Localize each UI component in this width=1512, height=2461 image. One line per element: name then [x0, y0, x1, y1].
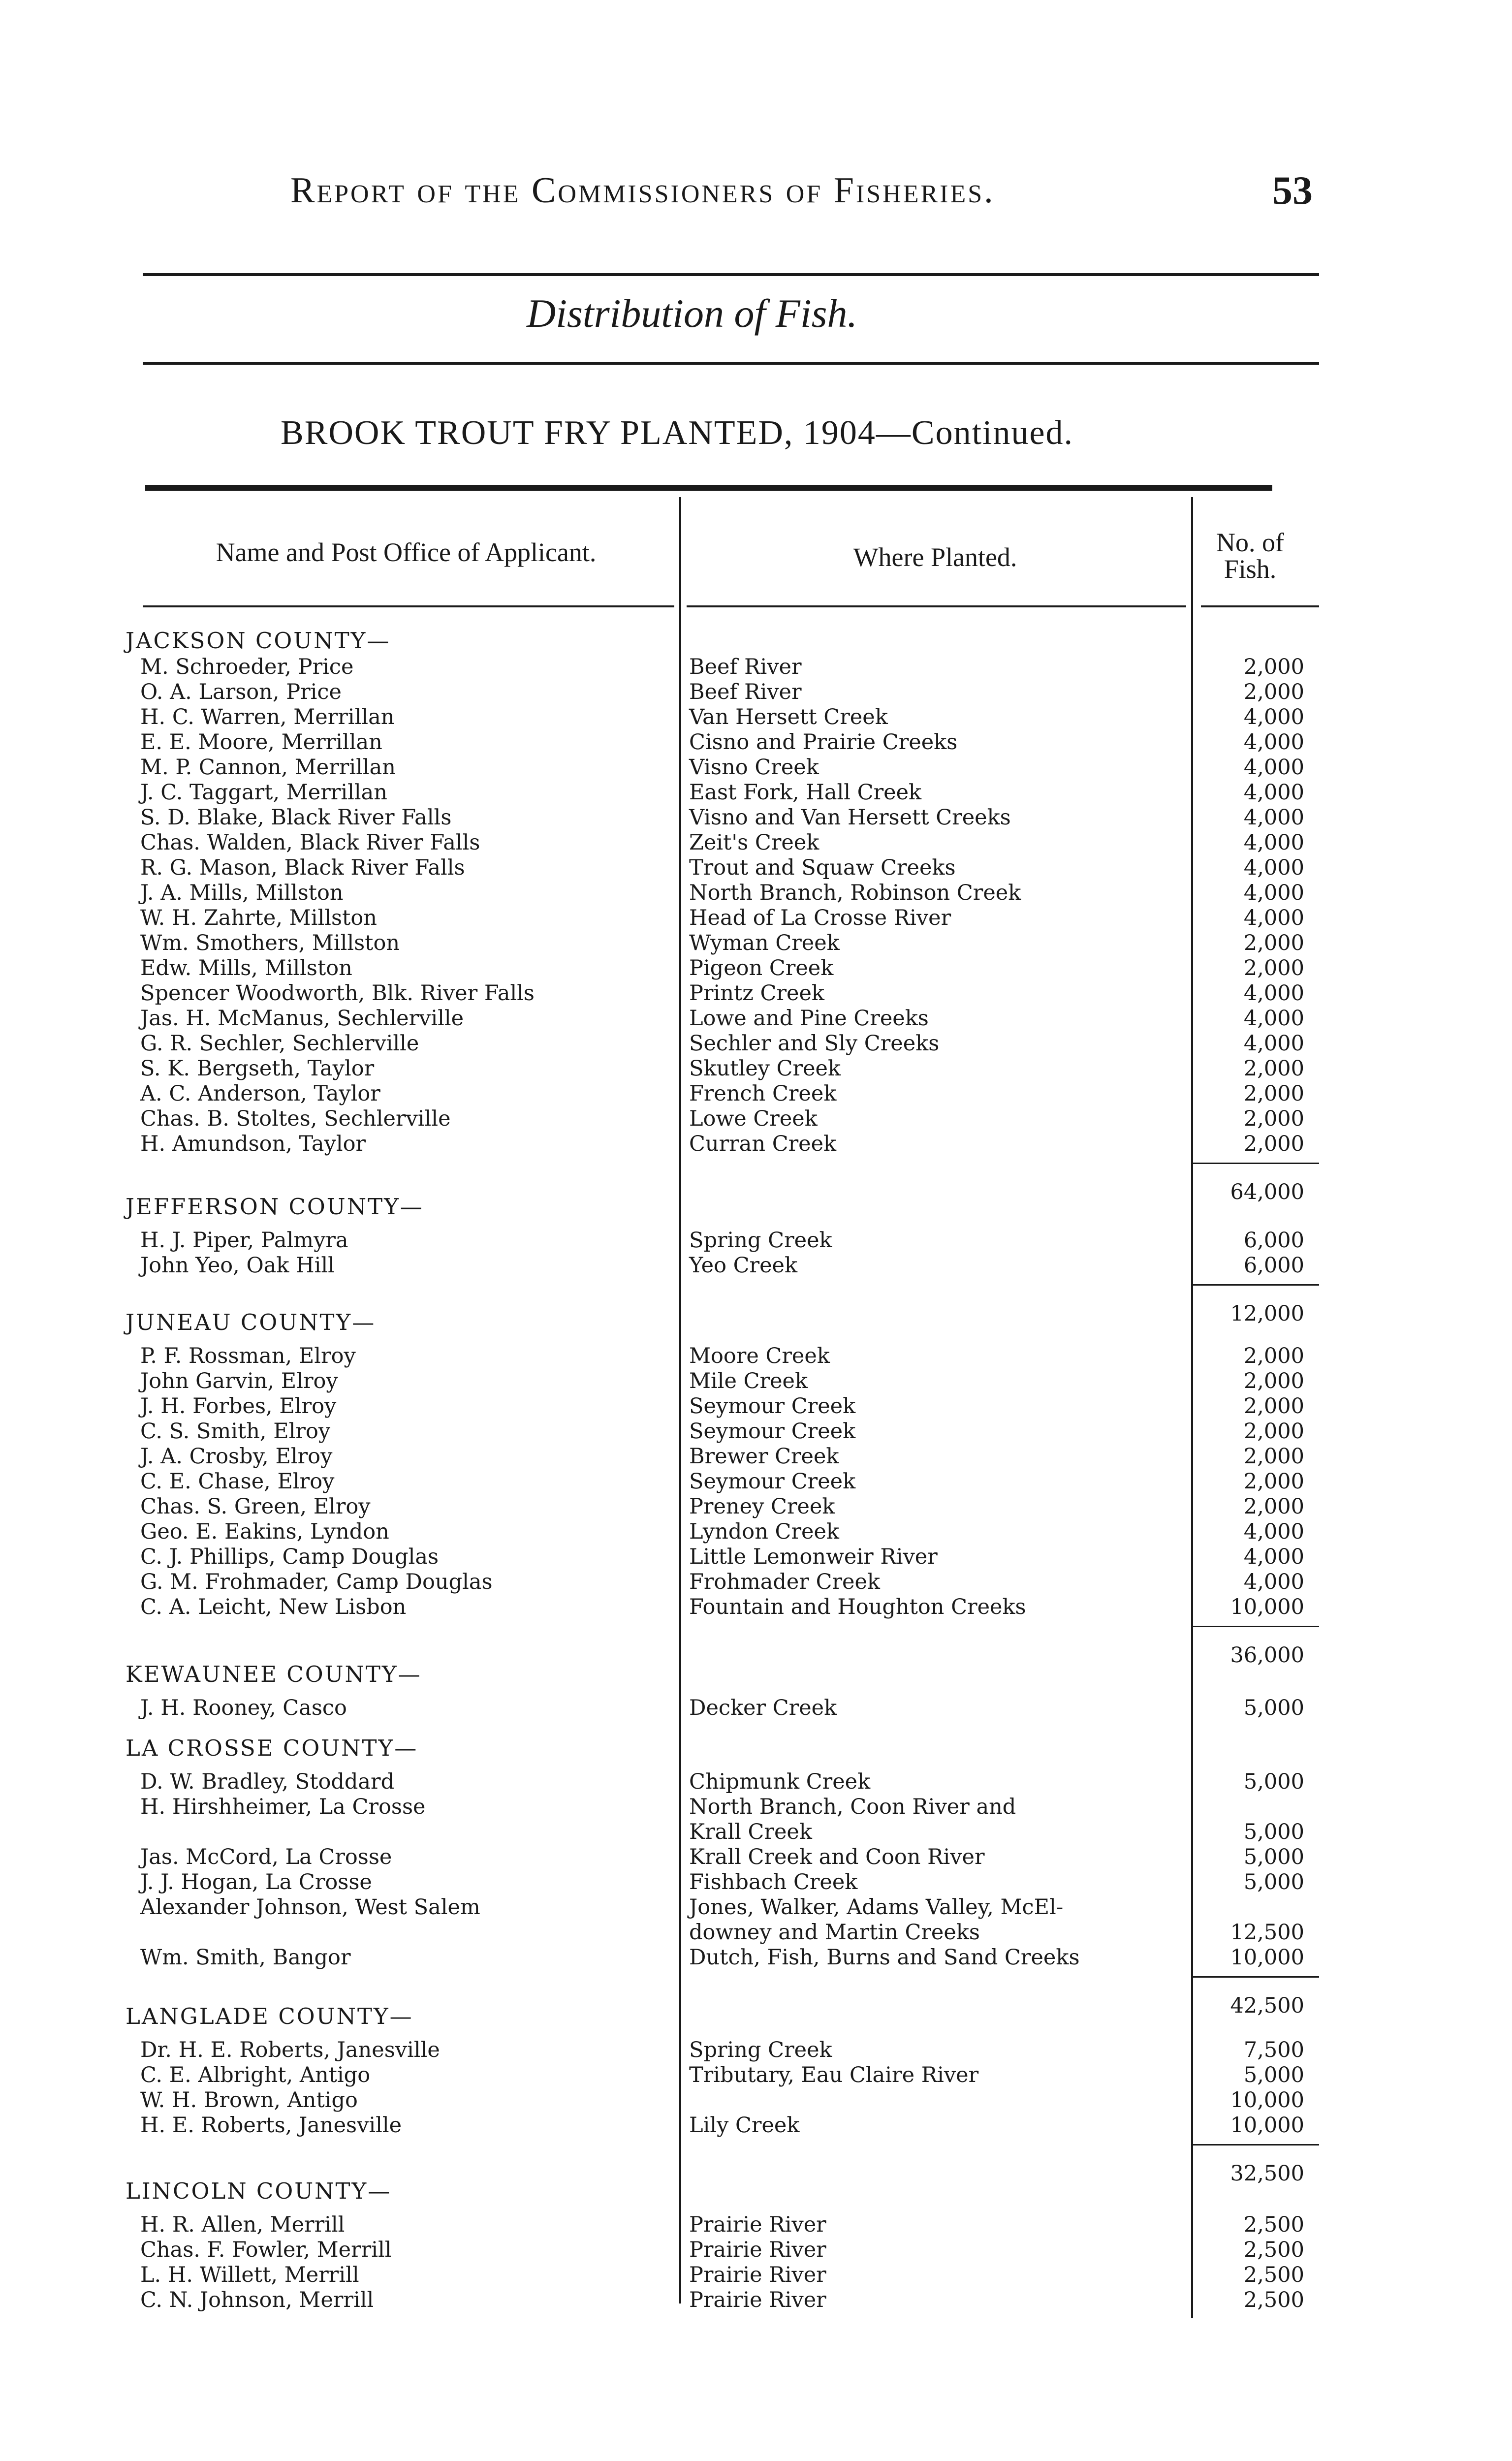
where-planted-cell: Moore Creek [689, 1344, 830, 1368]
table-row [0, 2263, 1512, 2288]
table-row [0, 1419, 1512, 1444]
where-planted-cell: Little Lemonweir River [689, 1545, 938, 1569]
fish-count-cell: 2,000 [1243, 1132, 1304, 1156]
table-row [0, 2063, 1512, 2088]
applicant-cell: Chas. F. Fowler, Merrill [140, 2238, 392, 2262]
where-planted-cell: Prairie River [689, 2212, 826, 2237]
table-row [0, 1895, 1512, 1920]
fish-count-cell: 4,000 [1243, 981, 1304, 1006]
fish-count-cell: 4,000 [1243, 705, 1304, 729]
where-planted-cell: Prairie River [689, 2263, 826, 2287]
fish-count-cell: 4,000 [1243, 906, 1304, 930]
table-top-rule [145, 485, 1272, 491]
where-planted-cell: Seymour Creek [689, 1419, 856, 1444]
table-row [0, 830, 1512, 855]
subtotal-rule [1191, 1284, 1319, 1286]
where-planted-cell: Frohmader Creek [689, 1570, 880, 1594]
applicant-cell: H. C. Warren, Merrillan [140, 705, 395, 729]
county-heading: LANGLADE COUNTY— [126, 2003, 413, 2029]
table-row [0, 1545, 1512, 1570]
applicant-cell: W. H. Zahrte, Millston [140, 906, 377, 930]
fish-count-cell: 4,000 [1243, 730, 1304, 755]
fish-count-cell: 2,500 [1243, 2212, 1304, 2237]
table-row [0, 1344, 1512, 1369]
applicant-cell: Chas. Walden, Black River Falls [140, 830, 480, 855]
applicant-cell: M. P. Cannon, Merrillan [140, 755, 396, 780]
applicant-cell: Jas. H. McManus, Sechlerville [140, 1006, 464, 1031]
fish-count-cell: 6,000 [1243, 1253, 1304, 1278]
applicant-cell: Geo. E. Eakins, Lyndon [140, 1519, 389, 1544]
county-heading: JACKSON COUNTY— [126, 628, 391, 654]
fish-count-cell: 10,000 [1230, 2113, 1304, 2138]
column-head-rule-1 [143, 605, 674, 607]
section-title: Distribution of Fish. [527, 291, 858, 336]
fish-count-cell: 5,000 [1243, 1696, 1304, 1720]
fish-count-cell: 4,000 [1243, 1519, 1304, 1544]
applicant-cell: Spencer Woodworth, Blk. River Falls [140, 981, 535, 1006]
applicant-cell: Wm. Smith, Bangor [140, 1945, 351, 1970]
applicant-cell: H. Amundson, Taylor [140, 1132, 366, 1156]
applicant-cell: S. K. Bergseth, Taylor [140, 1056, 375, 1081]
fish-count-cell: 2,000 [1243, 680, 1304, 704]
fish-count-cell: 12,500 [1230, 1920, 1304, 1945]
fish-count-cell: 2,500 [1243, 2288, 1304, 2312]
table-row [0, 1570, 1512, 1595]
fish-count-cell: 2,000 [1243, 1494, 1304, 1519]
table-row [0, 931, 1512, 956]
applicant-cell: Edw. Mills, Millston [140, 956, 352, 980]
table-row [0, 2212, 1512, 2238]
fish-count-cell: 2,000 [1243, 1469, 1304, 1494]
fish-count-cell: 5,000 [1243, 1820, 1304, 1844]
county-heading: JEFFERSON COUNTY— [126, 1194, 424, 1220]
table-row [0, 655, 1512, 680]
applicant-cell: Alexander Johnson, West Salem [140, 1895, 480, 1920]
table-row [0, 705, 1512, 730]
where-planted-cell: Spring Creek [689, 1228, 832, 1253]
county-total: 42,500 [1230, 1993, 1304, 2018]
fish-count-cell: 10,000 [1230, 2088, 1304, 2113]
subtotal-rule [1191, 1626, 1319, 1627]
fish-count-cell: 4,000 [1243, 1031, 1304, 1056]
fish-count-cell: 4,000 [1243, 855, 1304, 880]
fish-count-cell: 2,000 [1243, 956, 1304, 980]
table-row [0, 906, 1512, 931]
where-planted-cell: Mile Creek [689, 1369, 808, 1393]
table-title: BROOK TROUT FRY PLANTED, 1904—Continued. [281, 414, 1074, 452]
where-planted-cell: Seymour Creek [689, 1469, 856, 1494]
county-heading: KEWAUNEE COUNTY— [126, 1661, 422, 1687]
table-row [0, 1769, 1512, 1795]
fish-count-cell: 2,500 [1243, 2263, 1304, 2287]
applicant-cell: C. E. Chase, Elroy [140, 1469, 335, 1494]
header-rule [143, 273, 1319, 276]
where-planted-cell: Sechler and Sly Creeks [689, 1031, 940, 1056]
table-row [0, 981, 1512, 1006]
table-row [0, 1519, 1512, 1545]
fish-count-cell: 5,000 [1243, 1870, 1304, 1894]
fish-count-cell: 2,000 [1243, 931, 1304, 955]
applicant-cell: Chas. S. Green, Elroy [140, 1494, 371, 1519]
applicant-cell: M. Schroeder, Price [140, 655, 354, 679]
column-head-rule-2 [687, 605, 1186, 607]
fish-count-cell: 4,000 [1243, 805, 1304, 830]
fish-count-cell: 10,000 [1230, 1595, 1304, 1619]
where-planted-cell: Pigeon Creek [689, 956, 834, 980]
table-row [0, 1031, 1512, 1056]
table-row [0, 780, 1512, 805]
applicant-cell: John Garvin, Elroy [140, 1369, 338, 1393]
fish-count-cell: 5,000 [1243, 2063, 1304, 2087]
subtotal-rule [1191, 1976, 1319, 1978]
table-row [0, 1696, 1512, 1721]
table-row [0, 1056, 1512, 1081]
applicant-cell: L. H. Willett, Merrill [140, 2263, 359, 2287]
applicant-cell: P. F. Rossman, Elroy [140, 1344, 356, 1368]
fish-count-cell: 2,000 [1243, 655, 1304, 679]
fish-count-cell: 5,000 [1243, 1769, 1304, 1794]
where-planted-cell: Preney Creek [689, 1494, 835, 1519]
table-row [0, 881, 1512, 906]
fish-count-cell: 2,000 [1243, 1081, 1304, 1106]
table-row [0, 805, 1512, 830]
county-heading: JUNEAU COUNTY— [126, 1309, 376, 1335]
fish-count-cell: 4,000 [1243, 755, 1304, 780]
where-planted-cell: Curran Creek [689, 1132, 837, 1156]
table-row [0, 1820, 1512, 1845]
where-planted-cell: Zeit's Creek [689, 830, 819, 855]
where-planted-cell: Beef River [689, 655, 802, 679]
county-total: 32,500 [1230, 2161, 1304, 2186]
applicant-cell: Wm. Smothers, Millston [140, 931, 400, 955]
where-planted-cell: Fishbach Creek [689, 1870, 858, 1894]
table-row [0, 1945, 1512, 1970]
column-head-rule-3 [1201, 605, 1319, 607]
fish-count-cell: 4,000 [1243, 1570, 1304, 1594]
applicant-cell: A. C. Anderson, Taylor [140, 1081, 380, 1106]
fish-count-cell: 10,000 [1230, 1945, 1304, 1970]
county-heading: LINCOLN COUNTY— [126, 2178, 392, 2204]
where-planted-cell: Tributary, Eau Claire River [689, 2063, 979, 2087]
applicant-cell: J. H. Rooney, Casco [140, 1696, 347, 1720]
applicant-cell: Dr. H. E. Roberts, Janesville [140, 2038, 440, 2062]
where-planted-cell: Cisno and Prairie Creeks [689, 730, 958, 755]
applicant-cell: H. E. Roberts, Janesville [140, 2113, 402, 2138]
table-row [0, 855, 1512, 881]
applicant-cell: J. A. Crosby, Elroy [140, 1444, 333, 1469]
table-row [0, 1444, 1512, 1469]
applicant-cell: H. Hirshheimer, La Crosse [140, 1795, 426, 1819]
fish-count-cell: 4,000 [1243, 1545, 1304, 1569]
table-row [0, 1132, 1512, 1157]
applicant-cell: H. J. Piper, Palmyra [140, 1228, 348, 1253]
table-row [0, 1920, 1512, 1945]
column-head-applicant: Name and Post Office of Applicant. [216, 537, 597, 567]
applicant-cell: C. J. Phillips, Camp Douglas [140, 1545, 439, 1569]
fish-count-cell: 6,000 [1243, 1228, 1304, 1253]
table-row [0, 1870, 1512, 1895]
table-row [0, 1006, 1512, 1031]
applicant-cell: Jas. McCord, La Crosse [140, 1845, 392, 1869]
subtotal-rule [1191, 2144, 1319, 2145]
where-planted-cell: Visno and Van Hersett Creeks [689, 805, 1011, 830]
fish-count-cell: 4,000 [1243, 1006, 1304, 1031]
where-planted-cell: Krall Creek and Coon River [689, 1845, 985, 1869]
where-planted-cell: Yeo Creek [689, 1253, 798, 1278]
fish-count-cell: 2,000 [1243, 1056, 1304, 1081]
fish-count-cell: 5,000 [1243, 1845, 1304, 1869]
table-row [0, 1595, 1512, 1620]
where-planted-cell: North Branch, Coon River and [689, 1795, 1016, 1819]
applicant-cell: O. A. Larson, Price [140, 680, 342, 704]
table-row [0, 2038, 1512, 2063]
table-row [0, 680, 1512, 705]
where-planted-cell: Head of La Crosse River [689, 906, 951, 930]
table-row [0, 2113, 1512, 2138]
where-planted-cell: Dutch, Fish, Burns and Sand Creeks [689, 1945, 1080, 1970]
applicant-cell: R. G. Mason, Black River Falls [140, 855, 465, 880]
applicant-cell: D. W. Bradley, Stoddard [140, 1769, 395, 1794]
where-planted-cell: Prairie River [689, 2238, 826, 2262]
fish-count-cell: 4,000 [1243, 780, 1304, 805]
where-planted-cell: Jones, Walker, Adams Valley, McEl- [689, 1895, 1064, 1920]
fish-count-cell: 2,000 [1243, 1344, 1304, 1368]
table-row [0, 2288, 1512, 2313]
where-planted-cell: Van Hersett Creek [689, 705, 888, 729]
applicant-cell: J. H. Forbes, Elroy [140, 1394, 337, 1419]
where-planted-cell: Skutley Creek [689, 1056, 841, 1081]
table-row [0, 1369, 1512, 1394]
page-number: 53 [1272, 168, 1313, 213]
table-row [0, 1394, 1512, 1419]
where-planted-cell: French Creek [689, 1081, 837, 1106]
applicant-cell: E. E. Moore, Merrillan [140, 730, 382, 755]
applicant-cell: John Yeo, Oak Hill [140, 1253, 335, 1278]
county-total: 36,000 [1230, 1643, 1304, 1668]
where-planted-cell: Seymour Creek [689, 1394, 856, 1419]
table-row [0, 1106, 1512, 1132]
applicant-cell: C. E. Albright, Antigo [140, 2063, 371, 2087]
applicant-cell: G. R. Sechler, Sechlerville [140, 1031, 419, 1056]
fish-count-cell: 4,000 [1243, 881, 1304, 905]
where-planted-cell: Visno Creek [689, 755, 819, 780]
county-total: 64,000 [1230, 1180, 1304, 1204]
fish-count-cell: 2,000 [1243, 1106, 1304, 1131]
column-head-where: Where Planted. [853, 542, 1017, 572]
applicant-cell: J. C. Taggart, Merrillan [140, 780, 387, 805]
running-head: Report of the Commissioners of Fisheries. [290, 170, 995, 211]
where-planted-cell: Krall Creek [689, 1820, 812, 1844]
fish-count-cell: 4,000 [1243, 830, 1304, 855]
where-planted-cell: Spring Creek [689, 2038, 832, 2062]
county-total: 12,000 [1230, 1301, 1304, 1326]
where-planted-cell: Fountain and Houghton Creeks [689, 1595, 1026, 1619]
where-planted-cell: Beef River [689, 680, 802, 704]
fish-count-cell: 7,500 [1243, 2038, 1304, 2062]
where-planted-cell: North Branch, Robinson Creek [689, 881, 1021, 905]
applicant-cell: J. A. Mills, Millston [140, 881, 344, 905]
table-row [0, 1469, 1512, 1494]
applicant-cell: Chas. B. Stoltes, Sechlerville [140, 1106, 451, 1131]
applicant-cell: S. D. Blake, Black River Falls [140, 805, 452, 830]
where-planted-cell: Decker Creek [689, 1696, 837, 1720]
table-row [0, 2238, 1512, 2263]
where-planted-cell: Lily Creek [689, 2113, 800, 2138]
where-planted-cell: downey and Martin Creeks [689, 1920, 980, 1945]
table-row [0, 1081, 1512, 1106]
table-row [0, 1795, 1512, 1820]
where-planted-cell: Printz Creek [689, 981, 824, 1006]
subtotal-rule [1191, 1163, 1319, 1164]
where-planted-cell: Lyndon Creek [689, 1519, 839, 1544]
applicant-cell: H. R. Allen, Merrill [140, 2212, 345, 2237]
applicant-cell: C. A. Leicht, New Lisbon [140, 1595, 407, 1619]
table-row [0, 755, 1512, 780]
where-planted-cell: Wyman Creek [689, 931, 840, 955]
where-planted-cell: Prairie River [689, 2288, 826, 2312]
applicant-cell: J. J. Hogan, La Crosse [140, 1870, 372, 1894]
fish-count-cell: 2,000 [1243, 1369, 1304, 1393]
applicant-cell: C. S. Smith, Elroy [140, 1419, 331, 1444]
fish-count-cell: 2,000 [1243, 1444, 1304, 1469]
where-planted-cell: East Fork, Hall Creek [689, 780, 922, 805]
where-planted-cell: Chipmunk Creek [689, 1769, 871, 1794]
table-row [0, 1494, 1512, 1519]
applicant-cell: W. H. Brown, Antigo [140, 2088, 358, 2113]
table-row [0, 1253, 1512, 1278]
table-row [0, 2088, 1512, 2113]
applicant-cell: C. N. Johnson, Merrill [140, 2288, 374, 2312]
fish-count-cell: 2,500 [1243, 2238, 1304, 2262]
county-heading: LA CROSSE COUNTY— [126, 1735, 418, 1761]
applicant-cell: G. M. Frohmader, Camp Douglas [140, 1570, 493, 1594]
fish-count-cell: 2,000 [1243, 1394, 1304, 1419]
section-rule [143, 362, 1319, 365]
table-row [0, 1228, 1512, 1253]
where-planted-cell: Brewer Creek [689, 1444, 839, 1469]
fish-count-cell: 2,000 [1243, 1419, 1304, 1444]
table-row [0, 1845, 1512, 1870]
where-planted-cell: Trout and Squaw Creeks [689, 855, 956, 880]
column-head-number: No. of Fish. [1216, 528, 1284, 584]
where-planted-cell: Lowe and Pine Creeks [689, 1006, 929, 1031]
table-row [0, 956, 1512, 981]
where-planted-cell: Lowe Creek [689, 1106, 818, 1131]
table-row [0, 730, 1512, 755]
